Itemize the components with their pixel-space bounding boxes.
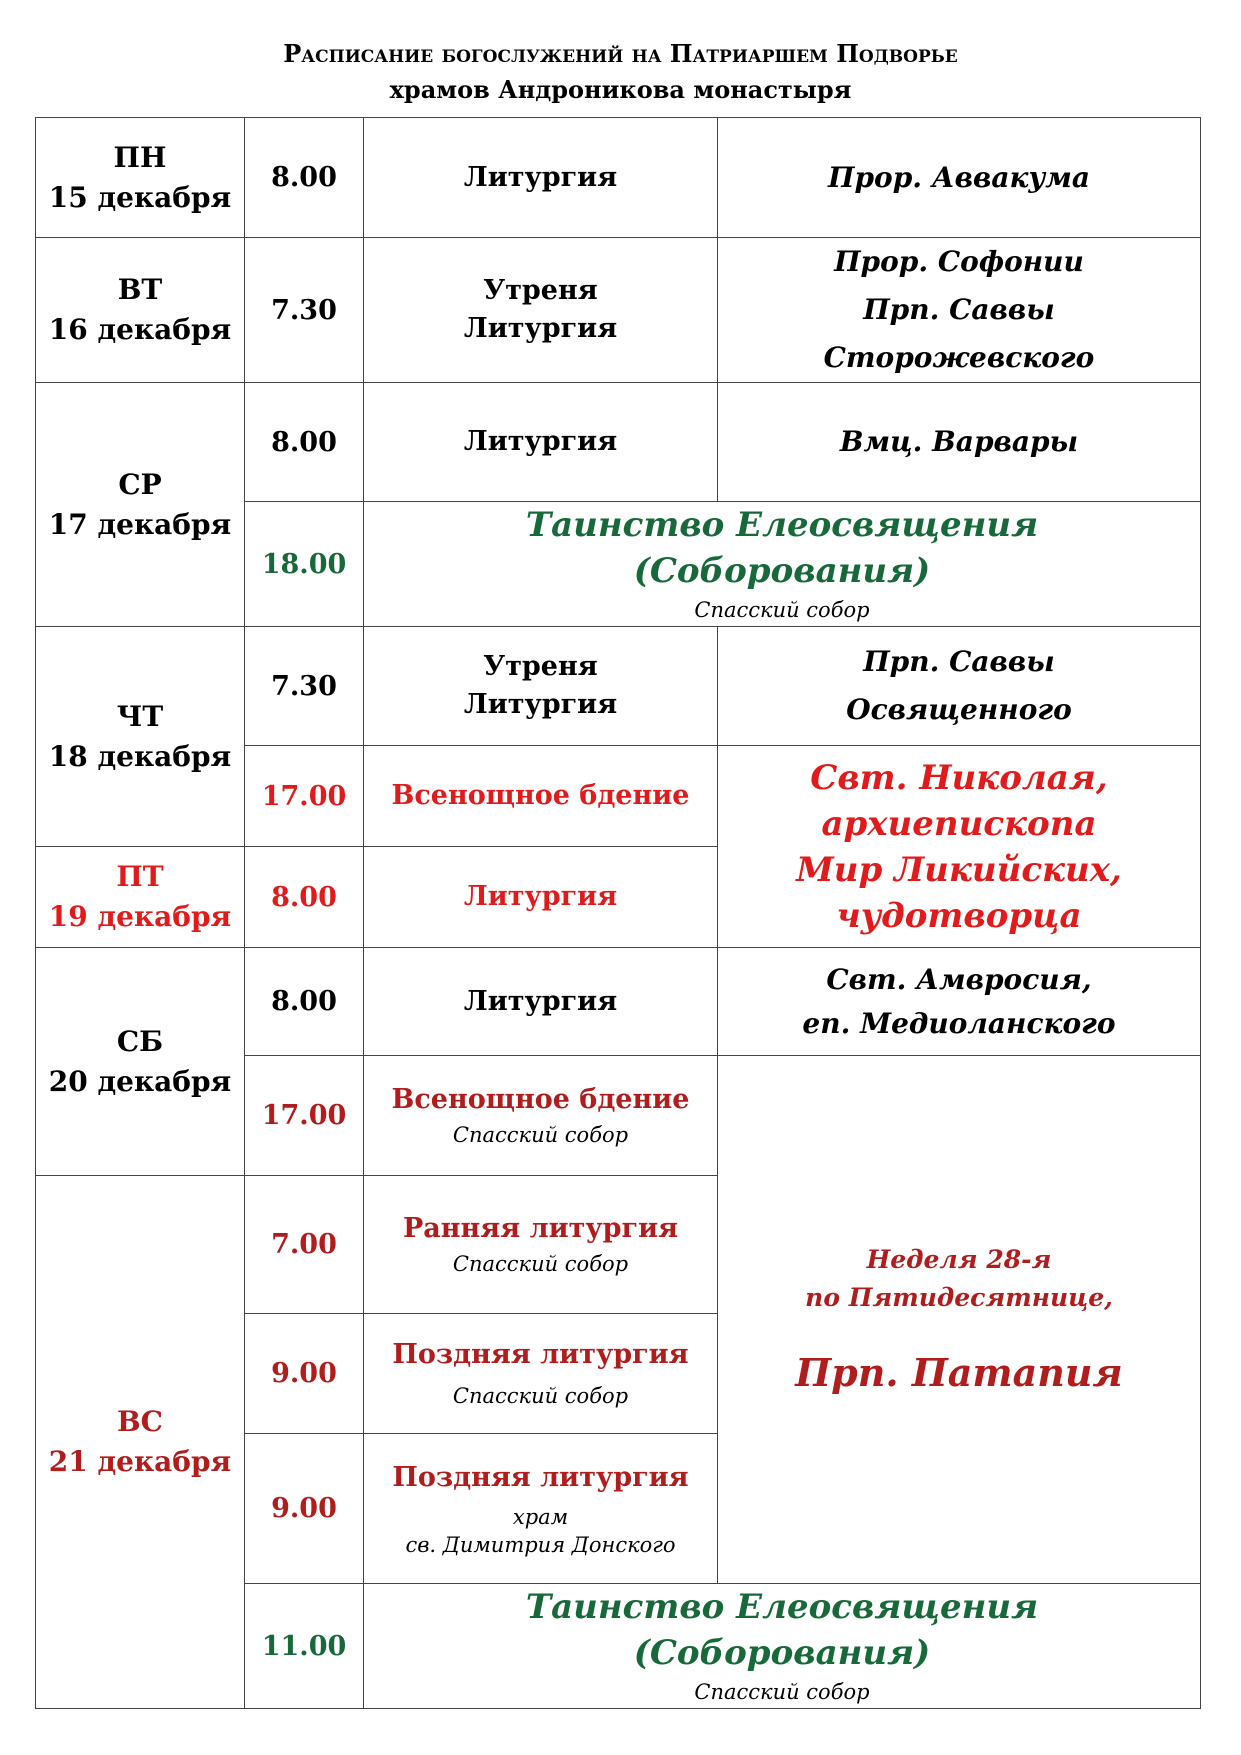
time-cell: 7.30 [245, 238, 364, 383]
time-cell: 17.00 [245, 746, 364, 847]
day-cell-wed: СР 17 декабря [36, 383, 245, 627]
service-cell: Литургия [364, 118, 718, 238]
location-label: храм [512, 1504, 569, 1529]
table-row [36, 948, 1201, 1056]
table-row [36, 238, 1201, 383]
time-cell: 8.00 [245, 948, 364, 1056]
title-line-2: храмов Андроникова монастыря [389, 75, 852, 104]
location-label: Спасский собор [452, 1122, 629, 1147]
location-label: Спасский собор [694, 598, 870, 622]
sacrament-cell [364, 502, 1201, 627]
day-cell-sun: ВС 21 декабря [36, 1176, 245, 1709]
day-cell-tue: ВТ 16 декабря [36, 238, 245, 383]
feast-cell-sunday: Неделя 28-я по Пятидесятнице, Прп. Патапия [718, 1056, 1201, 1584]
service-cell: Ранняя литургия Спасский собор [364, 1176, 718, 1314]
service-cell: Поздняя литургия храм св. Димитрия Донского [364, 1434, 718, 1584]
time-cell: 7.30 [245, 627, 364, 746]
day-cell-thu: ЧТ 18 декабря [36, 627, 245, 847]
time-cell: 18.00 [245, 502, 364, 627]
title-line-1: Расписание богослужений на Патриаршем Подворье [283, 39, 958, 68]
time-cell: 11.00 [245, 1584, 364, 1709]
table-row [36, 383, 1201, 502]
time-cell: 8.00 [245, 847, 364, 948]
service-cell: Утреня Литургия [364, 238, 718, 383]
service-cell: Литургия [364, 383, 718, 502]
page-title [0, 36, 1241, 108]
sacrament-title: Таинство Елеосвящения (Соборования) [525, 505, 1039, 591]
location-label: Спасский собор [694, 1680, 870, 1704]
feast-cell: Прор. Аввакума [718, 118, 1201, 238]
sacrament-title: Таинство Елеосвящения (Соборования) [525, 1587, 1039, 1673]
time-cell: 17.00 [245, 1056, 364, 1176]
time-cell: 8.00 [245, 383, 364, 502]
time-cell: 8.00 [245, 118, 364, 238]
time-cell: 9.00 [245, 1314, 364, 1434]
time-cell: 7.00 [245, 1176, 364, 1314]
feast-cell: Свт. Амвросия, еп. Медиоланского [718, 948, 1201, 1056]
sacrament-cell [364, 1584, 1201, 1709]
service-cell: Литургия [364, 847, 718, 948]
service-cell: Всенощное бдение Спасский собор [364, 1056, 718, 1176]
day-cell-sat: СБ 20 декабря [36, 948, 245, 1176]
feast-cell-nicholas: Свт. Николая, архиепископа Мир Ликийских, чудотворца [718, 746, 1201, 948]
location-label: св. Димитрия Донского [405, 1532, 676, 1557]
service-cell: Литургия [364, 948, 718, 1056]
feast-cell: Прп. Саввы Освященного [718, 627, 1201, 746]
day-cell-fri: ПТ 19 декабря [36, 847, 245, 948]
day-cell-mon: ПН 15 декабря [36, 118, 245, 238]
location-label: Спасский собор [452, 1251, 629, 1276]
service-cell: Всенощное бдение [364, 746, 718, 847]
location-label: Спасский собор [452, 1383, 629, 1408]
schedule-table [35, 117, 1201, 1709]
feast-cell: Вмц. Варвары [718, 383, 1201, 502]
service-cell: Утреня Литургия [364, 627, 718, 746]
time-cell: 9.00 [245, 1434, 364, 1584]
table-row [36, 627, 1201, 746]
service-cell: Поздняя литургия Спасский собор [364, 1314, 718, 1434]
feast-cell: Прор. Софонии Прп. Саввы Сторожевского [718, 238, 1201, 383]
table-row [36, 118, 1201, 238]
